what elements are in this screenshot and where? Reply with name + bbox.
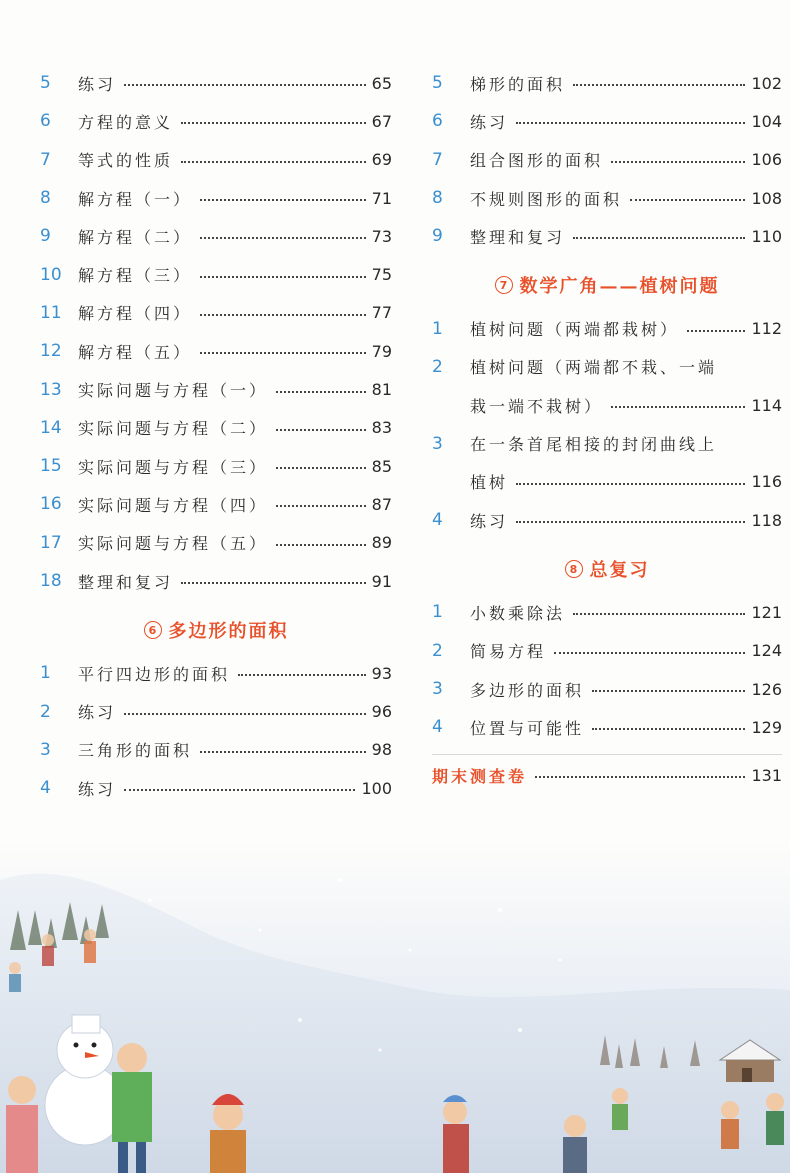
toc-entry[interactable]	[432, 309, 782, 347]
dot-leader	[276, 544, 366, 546]
dot-leader	[276, 467, 366, 469]
toc-entry[interactable]	[40, 64, 392, 102]
section-title: 数学广角——植树问题	[519, 276, 720, 298]
toc-entry[interactable]	[40, 217, 392, 255]
entry-title: 实际问题与方程（二）	[78, 419, 269, 439]
toc-list	[40, 64, 392, 600]
toc-entry[interactable]	[432, 64, 782, 102]
entry-title-line2: 栽一端不栽树）	[470, 396, 604, 416]
entry-page: 129	[751, 717, 782, 737]
entry-page: 108	[751, 188, 782, 208]
entry-title: 不规则图形的面积	[470, 189, 623, 209]
entry-page: 73	[371, 226, 392, 246]
entry-number: 2	[432, 640, 443, 661]
entry-page: 67	[371, 111, 392, 131]
entry-title: 位置与可能性	[470, 718, 585, 738]
winter-scene-illustration	[0, 840, 790, 1173]
section-heading-7[interactable]	[432, 261, 782, 309]
dot-leader	[200, 199, 366, 201]
entry-title: 等式的性质	[78, 151, 174, 171]
section-heading-6[interactable]	[40, 606, 392, 654]
toc-entry[interactable]	[40, 731, 392, 769]
entry-page: 81	[371, 380, 392, 400]
entry-number: 3	[432, 433, 443, 454]
entry-page: 79	[371, 341, 392, 361]
entry-title: 实际问题与方程（四）	[78, 495, 269, 515]
dot-leader	[611, 161, 745, 163]
dot-leader	[181, 161, 366, 163]
entry-title: 解方程（四）	[78, 304, 193, 324]
entry-title: 多边形的面积	[470, 680, 585, 700]
dot-leader	[124, 789, 355, 791]
entry-number: 14	[40, 417, 62, 438]
section-number-badge: 8	[565, 560, 583, 578]
entry-number: 5	[432, 73, 443, 94]
entry-page: 65	[371, 73, 392, 93]
entry-title: 整理和复习	[470, 227, 566, 247]
entry-number: 5	[40, 73, 51, 94]
entry-page: 98	[371, 740, 392, 760]
section-heading-8[interactable]	[432, 545, 782, 593]
toc-entry[interactable]	[432, 593, 782, 631]
toc-list	[432, 64, 782, 255]
toc-entry[interactable]	[40, 370, 392, 408]
entry-title: 练习	[470, 112, 509, 132]
toc-right-column	[432, 64, 782, 795]
toc-entry[interactable]	[40, 485, 392, 523]
dot-leader	[516, 521, 745, 523]
toc-entry[interactable]	[432, 670, 782, 708]
entry-page: 124	[751, 641, 782, 661]
entry-title: 练习	[470, 511, 509, 531]
dot-leader	[181, 122, 366, 124]
entry-page: 131	[751, 765, 782, 785]
entry-page: 110	[751, 226, 782, 246]
entry-number: 4	[432, 717, 443, 738]
entry-number: 8	[432, 188, 443, 209]
entry-title: 解方程（五）	[78, 342, 193, 362]
entry-page: 106	[751, 150, 782, 170]
child-figure-left	[6, 1076, 38, 1173]
entry-number: 6	[432, 111, 443, 132]
entry-title: 解方程（三）	[78, 266, 193, 286]
toc-entry[interactable]	[40, 141, 392, 179]
entry-page: 96	[371, 702, 392, 722]
dot-leader	[573, 613, 745, 615]
entry-page: 77	[371, 303, 392, 323]
entry-number: 10	[40, 264, 62, 285]
toc-entry[interactable]	[40, 447, 392, 485]
entry-title-line1: 在一条首尾相接的封闭曲线上	[470, 435, 718, 455]
entry-title: 植树问题（两端都栽树）	[470, 320, 680, 340]
dot-leader	[687, 330, 745, 332]
dot-leader	[611, 406, 745, 408]
toc-entry[interactable]	[40, 654, 392, 692]
entry-number: 2	[40, 701, 51, 722]
entry-page: 93	[371, 663, 392, 683]
dot-leader	[200, 751, 366, 753]
entry-title: 练习	[78, 74, 117, 94]
dot-leader	[573, 237, 745, 239]
entry-number: 3	[432, 679, 443, 699]
toc-entry[interactable]	[40, 179, 392, 217]
entry-number: 15	[40, 456, 62, 477]
entry-page: 83	[371, 418, 392, 438]
entry-title: 练习	[78, 779, 117, 799]
entry-page: 118	[751, 510, 782, 530]
dot-leader	[592, 728, 745, 730]
entry-title: 实际问题与方程（一）	[78, 381, 269, 401]
toc-entry[interactable]	[40, 332, 392, 370]
entry-page: 91	[371, 571, 392, 591]
entry-page: 121	[751, 602, 782, 622]
final-exam-entry[interactable]	[432, 754, 782, 795]
entry-page: 100	[361, 778, 392, 798]
entry-title: 实际问题与方程（三）	[78, 457, 269, 477]
entry-page: 112	[751, 319, 782, 339]
section6-list	[40, 654, 392, 807]
section-number-badge: 6	[144, 621, 162, 639]
section-title: 总复习	[589, 560, 650, 582]
entry-page: 114	[751, 395, 782, 415]
entry-title: 解方程（一）	[78, 189, 193, 209]
entry-title: 三角形的面积	[78, 741, 193, 761]
entry-title: 梯形的面积	[470, 74, 566, 94]
toc-entry[interactable]	[40, 562, 392, 600]
toc-entry[interactable]	[432, 501, 782, 539]
toc-entry-continued[interactable]	[432, 463, 782, 501]
entry-number: 8	[40, 188, 51, 209]
entry-number: 12	[40, 341, 62, 362]
entry-page: 104	[751, 111, 782, 131]
entry-page: 87	[371, 494, 392, 514]
entry-number: 1	[432, 318, 443, 339]
toc-entry[interactable]	[40, 692, 392, 730]
entry-page: 102	[751, 73, 782, 93]
entry-title: 解方程（二）	[78, 227, 193, 247]
entry-page: 85	[371, 456, 392, 476]
dot-leader	[238, 674, 366, 676]
dot-leader	[200, 276, 366, 278]
toc-entry[interactable]	[40, 409, 392, 447]
dot-leader	[124, 84, 366, 86]
entry-number: 2	[432, 356, 443, 377]
toc-entry[interactable]	[432, 348, 782, 386]
entry-title: 组合图形的面积	[470, 151, 604, 171]
entry-number: 17	[40, 532, 62, 553]
toc-entry[interactable]	[40, 294, 392, 332]
entry-number: 4	[432, 510, 443, 531]
entry-number: 4	[40, 778, 51, 799]
dot-leader	[181, 582, 366, 584]
entry-page: 89	[371, 533, 392, 553]
dot-leader	[200, 352, 366, 354]
entry-page: 126	[751, 679, 782, 699]
dot-leader	[124, 713, 366, 715]
dot-leader	[554, 652, 745, 654]
entry-number: 9	[432, 226, 443, 247]
section-number-badge: 7	[495, 276, 513, 294]
entry-title: 小数乘除法	[470, 603, 566, 623]
toc-entry-continued[interactable]	[432, 386, 782, 424]
dot-leader	[200, 314, 366, 316]
entry-page: 69	[371, 150, 392, 170]
entry-number: 6	[40, 111, 51, 132]
toc-entry[interactable]	[432, 179, 782, 217]
toc-entry[interactable]	[432, 217, 782, 255]
section-title: 多边形的面积	[168, 621, 289, 643]
entry-number: 7	[432, 149, 443, 170]
toc-entry[interactable]	[432, 141, 782, 179]
toc-entry[interactable]	[432, 708, 782, 746]
dot-leader	[276, 505, 366, 507]
entry-number: 3	[40, 739, 51, 760]
toc-entry[interactable]	[40, 524, 392, 562]
entry-number: 13	[40, 379, 62, 400]
entry-title: 练习	[78, 703, 117, 723]
section7-list	[432, 309, 782, 539]
entry-number: 18	[40, 571, 62, 591]
toc-entry[interactable]	[432, 102, 782, 140]
dot-leader	[573, 84, 745, 86]
section8-list	[432, 593, 782, 746]
entry-number: 1	[40, 663, 51, 684]
dot-leader	[200, 237, 366, 239]
entry-title: 实际问题与方程（五）	[78, 534, 269, 554]
dot-leader	[276, 391, 366, 393]
entry-title-line2: 植树	[470, 473, 509, 493]
entry-page: 71	[371, 188, 392, 208]
dot-leader	[535, 776, 745, 778]
entry-number: 7	[40, 149, 51, 170]
dot-leader	[516, 122, 745, 124]
entry-title: 简易方程	[470, 642, 547, 662]
entry-page: 116	[751, 472, 782, 492]
entry-page: 75	[371, 265, 392, 285]
entry-title: 平行四边形的面积	[78, 664, 231, 684]
toc-entry[interactable]	[432, 424, 782, 462]
entry-title: 方程的意义	[78, 112, 174, 132]
toc-left-column	[40, 64, 392, 807]
entry-title: 期末测查卷	[432, 766, 528, 786]
dot-leader	[516, 483, 745, 485]
dot-leader	[630, 199, 745, 201]
toc-entry[interactable]	[40, 255, 392, 293]
toc-entry[interactable]	[40, 102, 392, 140]
entry-title: 整理和复习	[78, 572, 174, 592]
dot-leader	[276, 429, 366, 431]
toc-entry[interactable]	[432, 632, 782, 670]
entry-number: 1	[432, 602, 443, 623]
entry-number: 9	[40, 226, 51, 247]
entry-title-line1: 植树问题（两端都不栽、一端	[470, 358, 718, 378]
dot-leader	[592, 690, 745, 692]
entry-number: 16	[40, 494, 62, 515]
entry-number: 11	[40, 302, 62, 323]
toc-entry[interactable]	[40, 769, 392, 807]
